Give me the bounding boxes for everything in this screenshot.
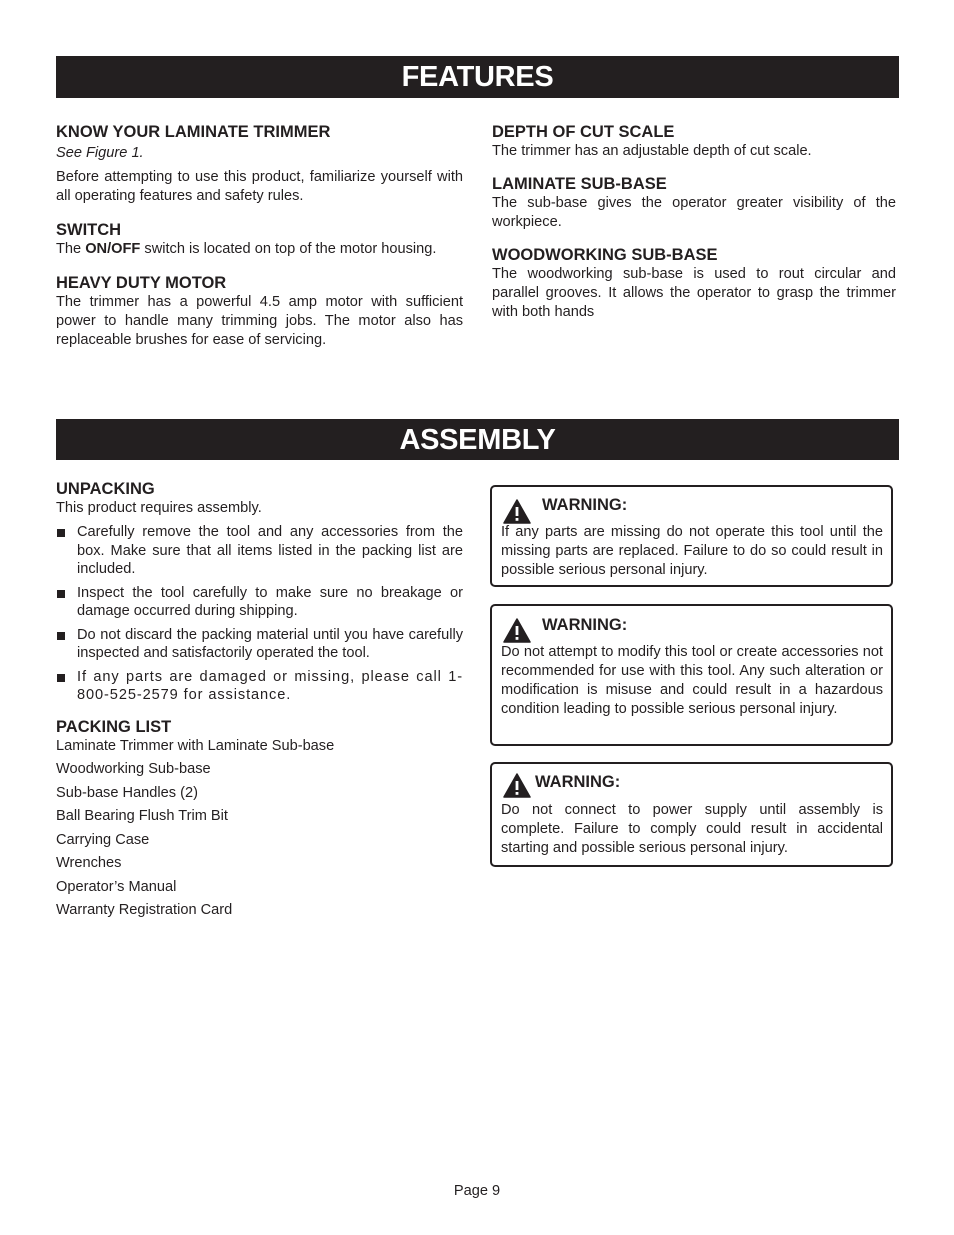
square-bullet-icon [57,632,65,640]
switch-text-bold: ON/OFF [85,241,141,257]
square-bullet-icon [57,674,65,682]
motor-heading: HEAVY DUTY MOTOR [56,274,227,292]
unpacking-section [56,480,463,705]
packing-list-section [56,718,463,921]
square-bullet-icon [57,590,65,598]
know-your-trimmer-text: Before attempting to use this product, familiarize yourself with all operating features and safety rules. [56,169,463,204]
switch-text [56,240,463,259]
warning-box [490,604,893,746]
depth-section [492,123,896,161]
packing-list-item: Woodworking Sub-base [56,761,211,777]
packing-list-item: Laminate Trimmer with Laminate Sub-base [56,737,335,754]
square-bullet-icon [57,529,65,537]
unpacking-bullet-text: Do not discard the packing material until you have carefully inspected and satisfactorily operated the tool. [77,626,463,661]
features-left-column [56,123,463,350]
switch-heading: SWITCH [56,221,122,239]
warning-text: Do not connect to power supply until assembly is complete. Failure to comply could result in accidental starting and possible serious personal injury. [501,802,883,856]
unpacking-bullet-text: If any parts are damaged or missing, please call 1-800-525-2579 for assistance. [77,668,463,703]
unpacking-intro: This product requires assembly. [56,500,262,516]
warning-text: Do not attempt to modify this tool or create accessories not recommended for use with this tool. Any such alteration or modification is misuse and could result in a hazardous condition leading to possible serious personal injury. [501,644,883,717]
warning-label: WARNING: [542,616,628,634]
packing-list-heading: PACKING LIST [56,717,172,736]
laminate-sub-base-heading: LAMINATE SUB-BASE [492,175,667,193]
warning-box [490,762,893,867]
switch-text-pre: The [56,241,86,257]
know-your-trimmer-section [56,123,463,206]
depth-text: The trimmer has an adjustable depth of cut scale. [492,143,812,159]
laminate-sub-base-text: The sub-base gives the operator greater visibility of the workpiece. [492,195,896,230]
assembly-banner: ASSEMBLY [56,419,899,460]
switch-section [56,221,463,259]
page-number: Page 9 [453,1183,501,1199]
features-banner: FEATURES [56,56,899,98]
packing-list-item: Operator’s Manual [56,878,177,895]
warning-triangle-icon [503,499,531,524]
unpacking-heading: UNPACKING [56,480,155,498]
packing-list-item: Ball Bearing Flush Trim Bit [56,808,228,824]
know-your-trimmer-heading: KNOW YOUR LAMINATE TRIMMER [56,123,331,141]
unpacking-bullet-text: Carefully remove the tool and any accessories from the box. Make sure that all items listed in the packing list are included. [77,524,463,577]
features-right-column [492,123,896,322]
laminate-sub-base-section [492,175,896,232]
motor-section [56,274,463,350]
unpacking-bullet [56,523,463,579]
woodworking-sub-base-text: The woodworking sub-base is used to rout circular and parallel grooves. It allows the operator to grasp the trimmer with both hands [492,266,896,320]
packing-list-item: Warranty Registration Card [56,902,233,918]
unpacking-bullet [56,626,463,663]
warning-box [490,485,893,587]
unpacking-bullet [56,584,463,621]
warning-label: WARNING: [542,496,628,514]
depth-heading: DEPTH OF CUT SCALE [492,123,675,141]
switch-text-post: switch is located on top of the motor housing. [140,241,437,257]
packing-list-item: Carrying Case [56,831,150,848]
warning-triangle-icon [503,618,531,643]
motor-text: The trimmer has a powerful 4.5 amp motor with sufficient power to handle many trimming jobs. The motor also has replaceable brushes for ease of servicing. [56,294,463,348]
woodworking-sub-base-section [492,246,896,322]
warning-triangle-icon [503,773,531,798]
packing-list-item: Sub-base Handles (2) [56,784,198,801]
warning-label: WARNING: [535,773,621,791]
packing-list-item: Wrenches [56,855,122,871]
unpacking-bullet [56,668,463,705]
woodworking-sub-base-heading: WOODWORKING SUB-BASE [492,246,718,264]
assembly-left-column [56,480,463,920]
see-figure-reference: See Figure 1. [56,145,144,161]
warning-text: If any parts are missing do not operate this tool until the missing parts are replaced. Failure to do so could result in possible serious personal injury. [501,524,883,578]
unpacking-bullet-text: Inspect the tool carefully to make sure no breakage or damage occurred during shipping. [77,584,463,619]
